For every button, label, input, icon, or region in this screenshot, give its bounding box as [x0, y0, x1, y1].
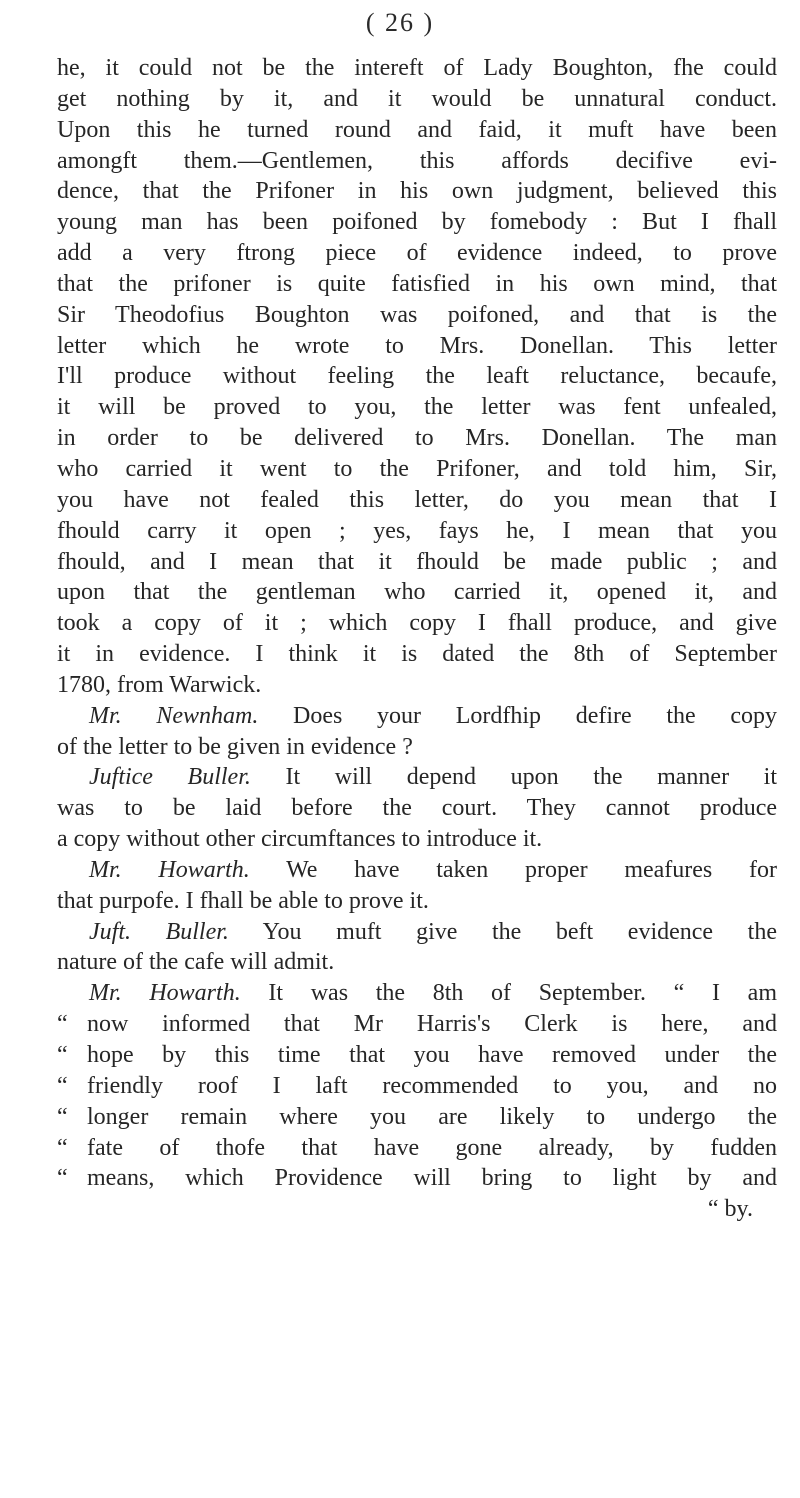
line-text: took a copy of it ; which copy I fhall produce, and give: [57, 610, 777, 637]
catchword: “ by.: [707, 1196, 753, 1223]
line-text: it will be proved to you, the letter was fent unfealed,: [57, 394, 777, 421]
text-line: [57, 793, 777, 824]
line-text: Upon this he turned round and faid, it muft have been: [57, 116, 777, 143]
line-text: hope by this time that you have removed under the: [87, 1042, 777, 1068]
text-line: [57, 670, 777, 701]
text-line: [57, 855, 777, 886]
text-line: [57, 1102, 777, 1133]
line-text: who carried it went to the Prifoner, and told him, Sir,: [57, 455, 777, 482]
line-text: I'll produce without feeling the leaft reluctance, becaufe,: [57, 363, 777, 390]
text-line: [57, 269, 777, 300]
body-text: [57, 53, 777, 1225]
line-text: it in evidence. I think it is dated the 8th of September: [57, 641, 777, 668]
text-line: [57, 608, 777, 639]
text-line: [57, 361, 777, 392]
speaker-name: Mr. Newnham.: [89, 702, 259, 729]
text-line: [57, 207, 777, 238]
text-line: [57, 886, 777, 917]
line-text: now informed that Mr Harris's Clerk is here, and: [87, 1011, 777, 1038]
text-line: [57, 547, 777, 578]
text-line: [57, 1040, 777, 1071]
line-text: Sir Theodofius Boughton was poifoned, and that is the: [57, 301, 777, 328]
line-text: You muft give the beft evidence the: [262, 918, 777, 945]
line-text: you have not fealed this letter, do you mean that I: [57, 486, 777, 513]
speaker-name: Juft. Buller.: [89, 918, 229, 945]
line-text: nature of the cafe will admit.: [57, 949, 335, 976]
text-line: [57, 238, 777, 269]
line-text: 1780, from Warwick.: [57, 671, 262, 698]
quote-mark: “: [57, 1165, 68, 1192]
text-line: [57, 1009, 777, 1040]
text-line: [57, 331, 777, 362]
line-text: We have taken proper meafures for: [286, 856, 777, 883]
text-line: [57, 454, 777, 485]
text-line: [57, 392, 777, 423]
line-text: he, it could not be the intereft of Lady Boughton, fhe could: [57, 55, 777, 81]
line-text: in order to be delivered to Mrs. Donellan. The man: [57, 425, 777, 452]
line-text: of the letter to be given in evidence ?: [57, 733, 413, 760]
text-line: [57, 423, 777, 454]
text-line: [57, 577, 777, 608]
line-text: was to be laid before the court. They cannot produce: [57, 795, 777, 822]
line-text: that the prifoner is quite fatisfied in his own mind, that: [57, 270, 777, 297]
line-text: longer remain where you are likely to undergo the: [87, 1103, 777, 1130]
line-text: young man has been poifoned by fomebody : But I fhall: [57, 209, 777, 236]
speaker-name: Mr. Howarth.: [89, 980, 241, 1007]
quote-mark: “: [57, 1134, 68, 1161]
text-line: [57, 824, 777, 855]
text-line: [57, 762, 777, 793]
line-text: fhould carry it open ; yes, fays he, I mean that you: [57, 517, 777, 544]
text-line: [57, 978, 777, 1009]
line-text: upon that the gentleman who carried it, opened it, and: [57, 579, 777, 606]
text-line: [57, 84, 777, 115]
line-text: means, which Providence will bring to light by and: [87, 1165, 777, 1192]
quote-mark: “: [57, 1072, 68, 1099]
text-line: [57, 732, 777, 763]
line-text: get nothing by it, and it would be unnatural conduct.: [57, 85, 777, 112]
text-line: [57, 1071, 777, 1102]
speaker-name: Juftice Buller.: [89, 764, 251, 791]
text-line: [57, 947, 777, 978]
line-text: dence, that the Prifoner in his own judgment, believed this: [57, 178, 777, 205]
text-line: [57, 146, 777, 177]
text-line: [57, 701, 777, 732]
text-line: [57, 53, 777, 84]
quote-mark: “: [57, 1042, 68, 1068]
line-text: add a very ftrong piece of evidence indeed, to prove: [57, 240, 777, 267]
line-text: friendly roof I laft recommended to you, and no: [87, 1072, 777, 1099]
text-line: [57, 917, 777, 948]
text-line: [57, 300, 777, 331]
text-line: [57, 516, 777, 547]
page-number: ( 26 ): [365, 8, 435, 37]
line-text: amongft them.—Gentlemen, this affords decifive evi-: [57, 147, 777, 174]
text-line: [57, 485, 777, 516]
line-text: It was the 8th of September. “ I am: [268, 980, 777, 1007]
text-line: [57, 115, 777, 146]
line-text: It will depend upon the manner it: [285, 764, 778, 791]
text-line: [57, 176, 777, 207]
text-line: [57, 1133, 777, 1164]
speaker-name: Mr. Howarth.: [89, 856, 250, 883]
quote-mark: “: [57, 1011, 68, 1038]
line-text: letter which he wrote to Mrs. Donellan. This letter: [57, 332, 777, 359]
text-line: [57, 639, 777, 670]
line-text: fate of thofe that have gone already, by fudden: [87, 1134, 777, 1161]
quote-mark: “: [57, 1103, 68, 1130]
line-text: Does your Lordfhip defire the copy: [293, 702, 778, 729]
line-text: a copy without other circumftances to introduce it.: [57, 826, 543, 853]
text-line: [57, 1163, 777, 1194]
line-text: that purpofe. I fhall be able to prove it.: [57, 887, 429, 914]
line-text: fhould, and I mean that it fhould be made public ; and: [57, 548, 777, 575]
